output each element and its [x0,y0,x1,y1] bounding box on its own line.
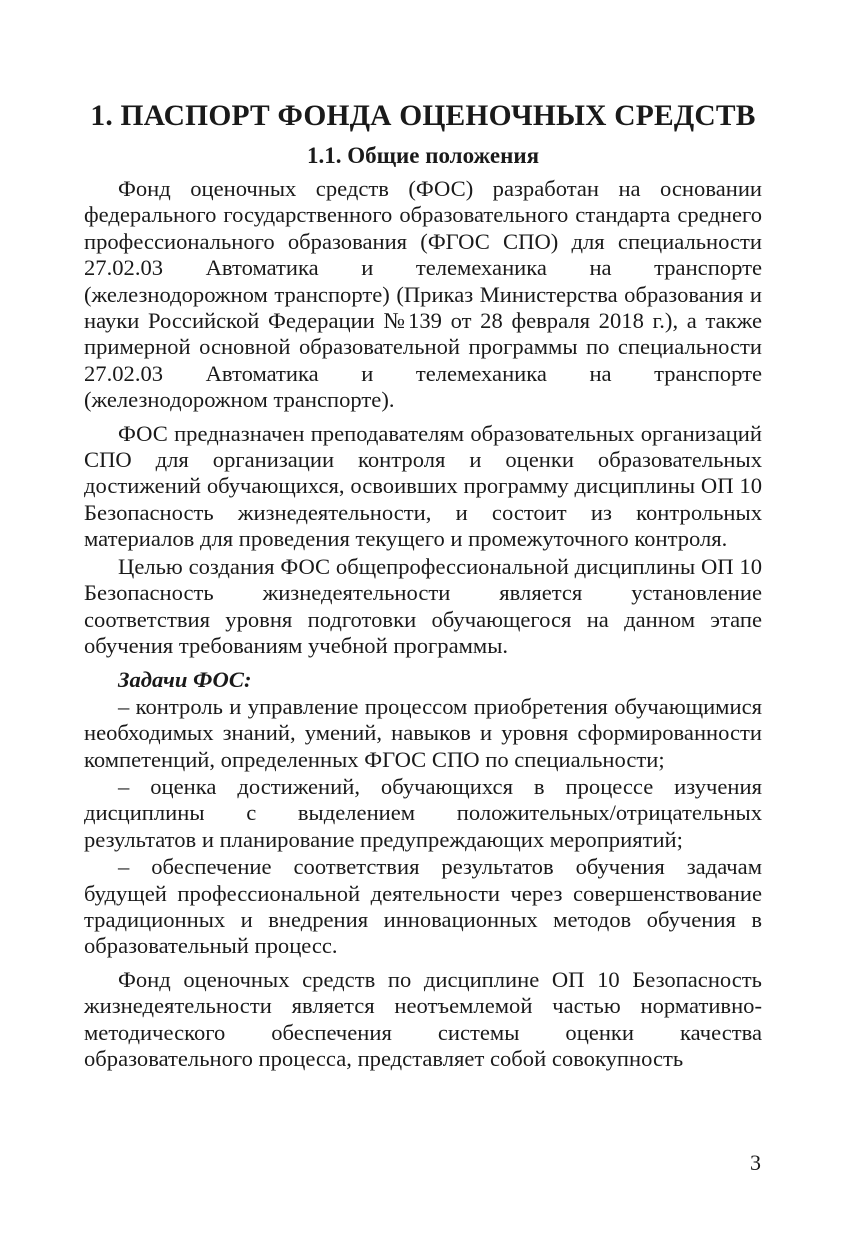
subsection-heading: 1.1. Общие положения [306,143,540,168]
task-item: – оценка достижений, обучающихся в процессе изучения дисциплины с выделением положительных/отрицательных результатов и планирование предупреждающих мероприятий; [84,773,762,852]
paragraph-audience: ФОС предназначен преподавателям образовательных организаций СПО для организации контроля и оценки образовательных достижений обучающихся, освоивших программу дисциплины ОП 10 Безопасность жизнедеятельности, и состоит из контрольных материалов для проведения текущего и промежуточного контроля. [84,420,762,552]
section-heading: 1. ПАСПОРТ ФОНДА ОЦЕНОЧНЫХ СРЕДСТВ [90,100,756,132]
paragraph-purpose: Фонд оценочных средств (ФОС) разработан на основании федерального государственного образовательного стандарта среднего профессионального образования (ФГОС СПО) для специальности 27.02.03 Автоматика и телемеханика на транспорте (железнодорожном транспорте) (Приказ Министерства образования и науки Российской Федерации №139 от 28 февраля 2018 г.), а также примерной основной образовательной программы по специальности 27.02.03 Автоматика и телемеханика на транспорте (железнодорожном транспорте). [84,176,762,413]
document-page [84,96,762,1072]
task-item: – обеспечение соответствия результатов обучения задачам будущей профессиональной деятельности через совершенствование традиционных и внедрения инновационных методов обучения в образовательный процесс. [84,854,762,959]
page-number: 3 [750,1150,761,1175]
paragraph-goal: Целью создания ФОС общепрофессиональной дисциплины ОП 10 Безопасность жизнедеятельности является установление соответствия уровня подготовки обучающегося на данном этапе обучения требованиям учебной программы. [84,553,762,658]
task-item: – контроль и управление процессом приобретения обучающимися необходимых знаний, умений, навыков и уровня сформированности компетенций, определенных ФГОС СПО по специальности; [84,693,762,772]
paragraph-final: Фонд оценочных средств по дисциплине ОП 10 Безопасность жизнедеятельности является неотъемлемой частью нормативно-методического обеспечения системы оценки качества образовательного процесса, представляет собой совокупность [84,966,762,1071]
tasks-heading: Задачи ФОС: [118,667,252,693]
